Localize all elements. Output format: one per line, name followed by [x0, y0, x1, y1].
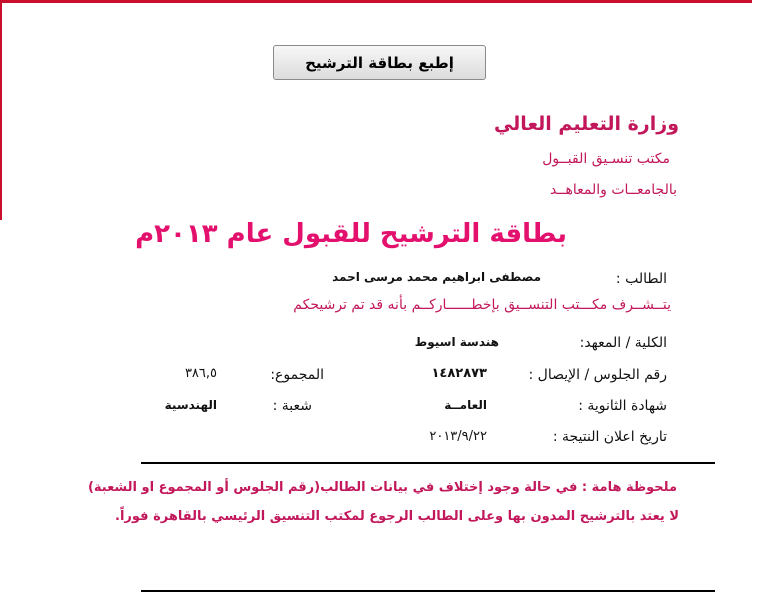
seat-number-value: ١٤٨٢٨٧٣	[431, 366, 487, 381]
office-line-1: مكتب تنسـيق القبــول	[542, 151, 670, 167]
divider-top	[141, 462, 715, 464]
certificate-value: العامــة	[444, 398, 487, 412]
print-card-button[interactable]: إطبع بطاقة الترشيح	[273, 45, 486, 80]
faculty-label: الكلية / المعهد:	[579, 335, 667, 351]
certificate-label: شهادة الثانوية :	[578, 398, 667, 414]
office-line-2: بالجامعــات والمعاهــد	[549, 182, 677, 198]
important-note-line-1: ملحوظة هامة : في حالة وجود إختلاف في بيانات الطالب(رقم الجلوس أو المجموع او الشعبة)	[87, 480, 677, 495]
total-label: المجموع:	[270, 367, 324, 383]
divider-bottom	[141, 590, 715, 592]
branch-value: الهندسية	[164, 398, 217, 412]
ministry-heading: وزارة التعليم العالي	[493, 113, 679, 135]
result-date-value: ٢٠١٣/٩/٢٢	[429, 429, 487, 444]
student-name-value: مصطفى ابراهيم محمد مرسى احمد	[332, 270, 541, 284]
nomination-statement: يتــشــرف مكـــتب التنســيق بإخطــــــاركــم بأنه قد تم ترشيحكم	[293, 297, 671, 313]
left-border	[0, 0, 2, 220]
total-value: ٣٨٦,٥	[184, 366, 217, 381]
branch-label: شعبة :	[272, 398, 312, 414]
card-title: بطاقة الترشيح للقبول عام ٢٠١٣م	[135, 219, 567, 249]
student-label: الطالب :	[615, 271, 667, 287]
top-border	[0, 0, 752, 3]
result-date-label: تاريخ اعلان النتيجة :	[552, 429, 667, 445]
faculty-value: هندسة اسيوط	[414, 335, 499, 349]
important-note-line-2: لا يعتد بالترشيح المدون بها وعلى الطالب الرجوع لمكتب التنسيق الرئيسي بالقاهرة فوراً.	[115, 509, 679, 524]
seat-number-label: رقم الجلوس / الإيصال :	[528, 367, 667, 383]
